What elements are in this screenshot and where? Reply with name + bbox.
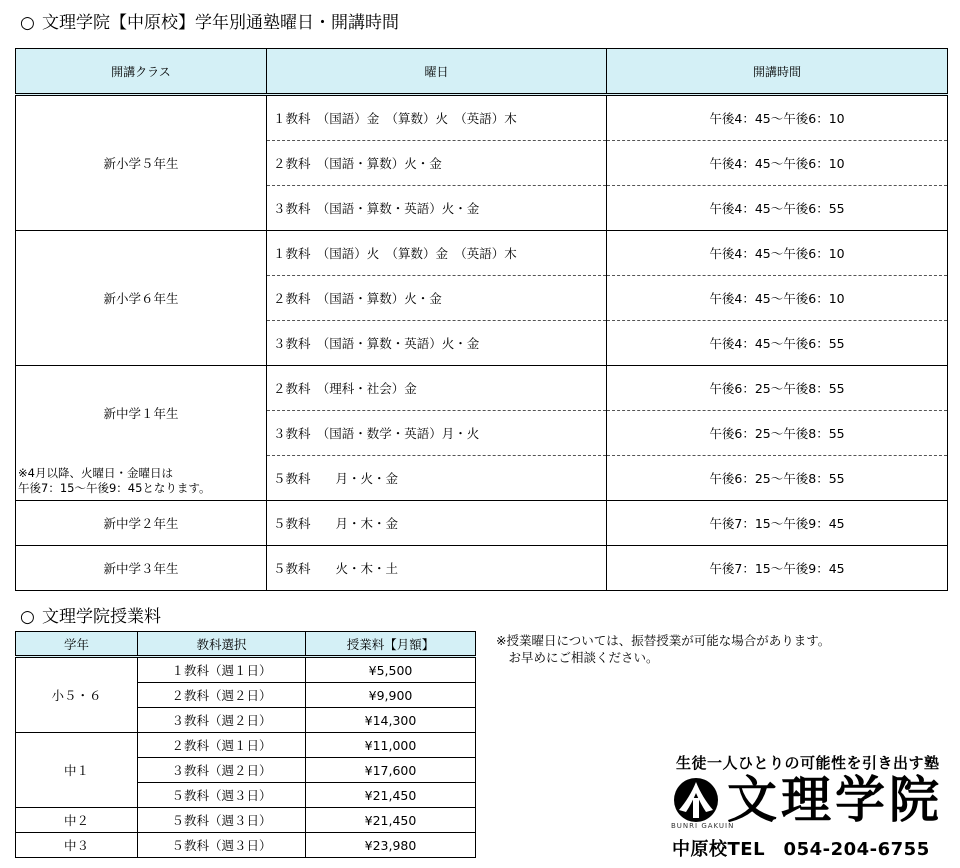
header-fee: 授業料【月額】 (306, 632, 476, 657)
subject-cell: １教科（週１日） (138, 657, 306, 683)
time-cell: 午後4：45～午後6：10 (607, 95, 948, 141)
time-cell: 午後4：45～午後6：10 (607, 141, 948, 186)
time-cell: 午後6：25～午後8：55 (607, 411, 948, 456)
schedule-title-text: 文理学院【中原校】学年別通塾曜日・開講時間 (42, 13, 399, 33)
time-cell: 午後4：45～午後6：55 (607, 186, 948, 231)
grade-cell: 中２ (16, 808, 138, 833)
fees-title (20, 606, 161, 628)
schedule-title (20, 12, 399, 34)
class-cell-sho5: 新小学５年生 (16, 95, 267, 231)
time-cell: 午後4：45～午後6：10 (607, 231, 948, 276)
schedule-header-row (16, 49, 948, 95)
subject-cell: ５教科（週３日） (138, 833, 306, 858)
subject-cell: ５教科（週３日） (138, 783, 306, 808)
schedule-table (15, 48, 948, 591)
fee-cell: ¥21,450 (306, 808, 476, 833)
fee-cell: ¥14,300 (306, 708, 476, 733)
brand-tel: 中原校TEL 054-204-6755 (672, 839, 930, 860)
table-row (16, 808, 476, 833)
chu1-note (18, 466, 210, 496)
fees-table (15, 631, 476, 858)
day-cell: ２教科 （国語・算数）火・金 (267, 276, 607, 321)
grade-cell: 中３ (16, 833, 138, 858)
fee-note (496, 632, 830, 666)
circle-bullet-icon: ○ (20, 13, 35, 33)
chu1-note-line1: ※4月以降、火曜日・金曜日は (18, 466, 173, 480)
table-row (16, 733, 476, 758)
time-cell: 午後6：25～午後8：55 (607, 366, 948, 411)
day-cell: ５教科 月・火・金 (267, 456, 607, 501)
day-cell: ５教科 月・木・金 (267, 501, 607, 546)
header-time: 開講時間 (607, 49, 948, 95)
chu1-note-line2: 午後7：15～午後9：45となります。 (18, 481, 211, 495)
time-cell: 午後7：15～午後9：45 (607, 546, 948, 591)
brand-tagline: 生徒一人ひとりの可能性を引き出す塾 (676, 754, 940, 772)
time-cell: 午後6：25～午後8：55 (607, 456, 948, 501)
fees-title-text: 文理学院授業料 (42, 607, 161, 627)
class-cell-sho6: 新小学６年生 (16, 231, 267, 366)
time-cell: 午後7：15～午後9：45 (607, 501, 948, 546)
header-grade: 学年 (16, 632, 138, 657)
fee-cell: ¥17,600 (306, 758, 476, 783)
table-row (16, 546, 948, 591)
table-row (16, 366, 948, 411)
fees-header-row (16, 632, 476, 657)
subject-cell: ３教科（週２日） (138, 708, 306, 733)
brand-romaji: BUNRI GAKUIN (671, 822, 735, 830)
day-cell: ３教科 （国語・算数・英語）火・金 (267, 321, 607, 366)
subject-cell: ２教科（週１日） (138, 733, 306, 758)
table-row (16, 95, 948, 141)
table-row (16, 833, 476, 858)
header-day: 曜日 (267, 49, 607, 95)
day-cell: １教科 （国語）金 （算数）火 （英語）木 (267, 95, 607, 141)
day-cell: ２教科 （国語・算数）火・金 (267, 141, 607, 186)
subject-cell: ３教科（週２日） (138, 758, 306, 783)
fee-note-line2: お早めにご相談ください。 (496, 650, 659, 665)
grade-cell: 中１ (16, 733, 138, 808)
day-cell: ５教科 火・木・土 (267, 546, 607, 591)
subject-cell: ２教科（週２日） (138, 683, 306, 708)
day-cell: ２教科 （理科・社会）金 (267, 366, 607, 411)
class-cell-chu2: 新中学２年生 (16, 501, 267, 546)
table-row (16, 231, 948, 276)
time-cell: 午後4：45～午後6：10 (607, 276, 948, 321)
circle-bullet-icon: ○ (20, 607, 35, 627)
fee-cell: ¥9,900 (306, 683, 476, 708)
header-subject: 教科選択 (138, 632, 306, 657)
subject-cell: ５教科（週３日） (138, 808, 306, 833)
class-cell-chu1 (16, 366, 267, 501)
day-cell: １教科 （国語）火 （算数）金 （英語）木 (267, 231, 607, 276)
table-row (16, 501, 948, 546)
fee-cell: ¥11,000 (306, 733, 476, 758)
day-cell: ３教科 （国語・算数・英語）火・金 (267, 186, 607, 231)
fee-cell: ¥21,450 (306, 783, 476, 808)
class-cell-chu3: 新中学３年生 (16, 546, 267, 591)
fee-cell: ¥23,980 (306, 833, 476, 858)
fee-cell: ¥5,500 (306, 657, 476, 683)
class-label-chu1: 新中学１年生 (103, 406, 179, 421)
day-cell: ３教科 （国語・数学・英語）月・火 (267, 411, 607, 456)
bunri-logo-icon (670, 776, 722, 828)
header-class: 開講クラス (16, 49, 267, 95)
time-cell: 午後4：45～午後6：55 (607, 321, 948, 366)
fee-note-line1: ※授業曜日については、振替授業が可能な場合があります。 (496, 633, 831, 648)
grade-cell: 小５・６ (16, 657, 138, 733)
brand-name: 文理学院 (727, 771, 943, 829)
table-row (16, 657, 476, 683)
